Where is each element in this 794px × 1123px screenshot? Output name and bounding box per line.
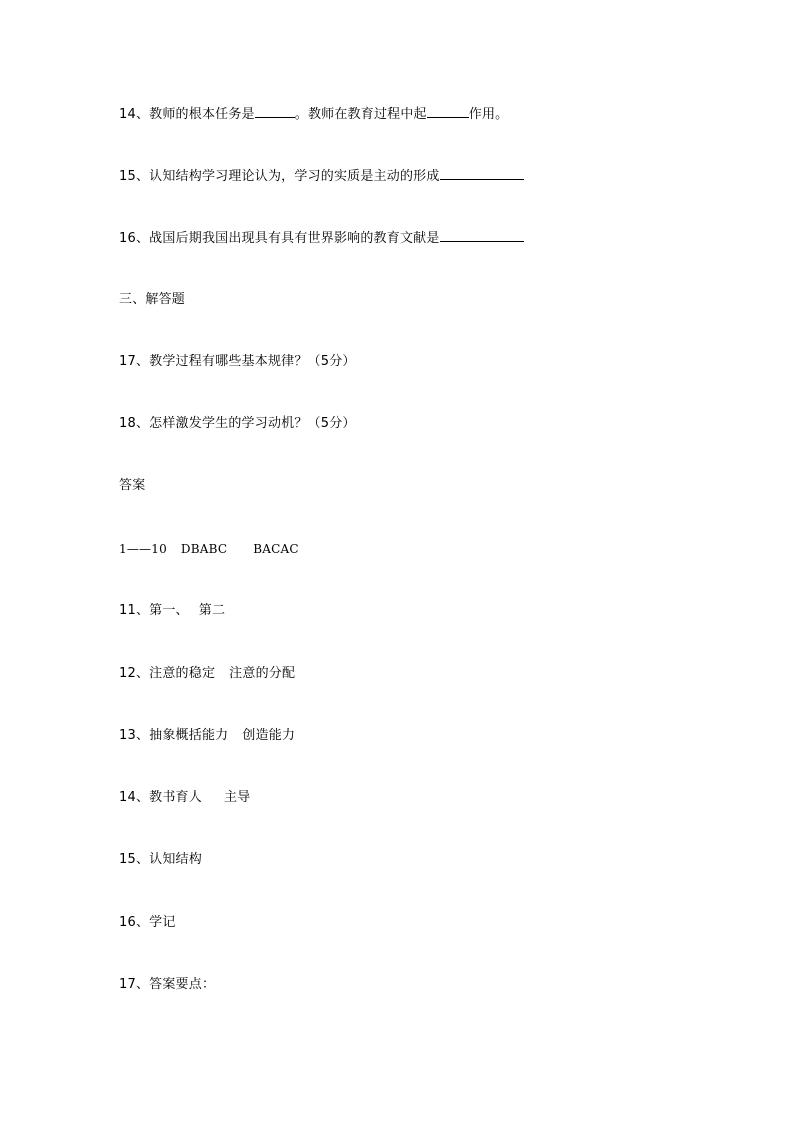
section-3-title: 三、解答题 [119,292,186,307]
question-15-text: 15、认知结构学习理论认为，学习的实质是主动的形成 [119,169,440,184]
question-14-blank-1 [255,105,295,118]
answers-title: 答案 [119,478,146,493]
question-14-part1: 14、教师的根本任务是 [119,107,255,122]
answer-13-v2: 创造能力 [242,728,296,743]
answer-14-num: 14、 [119,790,150,805]
answer-11-num: 11、 [119,603,150,618]
question-14 [119,105,508,123]
answer-12-v1: 注意的稳定 [149,666,216,681]
answer-12 [119,666,295,682]
answer-12-v2: 注意的分配 [229,666,296,681]
question-14-part2: 。教师在教育过程中起 [294,107,427,122]
question-14-blank-2 [427,105,469,118]
answer-14-v1: 教书育人 [149,790,202,805]
answer-11-v1: 第一、 [149,603,189,618]
answer-1-10-group2: BACAC [253,542,299,556]
answer-13-v1: 抽象概括能力 [149,728,229,743]
answer-1-10-range: 1——10 [119,542,167,556]
answer-15: 15、认知结构 [119,852,202,867]
answer-11 [119,603,225,619]
question-15-blank [440,167,524,180]
answer-1-10-group1: DBABC [180,542,228,556]
answer-17: 17、答案要点： [119,977,216,992]
answer-11-v2: 第二 [198,603,226,618]
question-18: 18、怎样激发学生的学习动机？（5分） [119,416,356,431]
answer-12-num: 12、 [119,666,150,681]
answer-14-v2: 主导 [223,790,251,805]
answer-14 [119,790,250,806]
question-16 [119,229,524,247]
question-14-part3: 作用。 [468,107,509,122]
question-17: 17、教学过程有哪些基本规律？（5分） [119,354,356,369]
question-15 [119,167,524,185]
answer-13-num: 13、 [119,728,150,743]
answer-13 [119,728,295,744]
question-16-text: 16、战国后期我国出现具有具有世界影响的教育文献是 [119,231,440,246]
answer-1-10 [119,541,299,557]
question-16-blank [440,229,524,242]
answer-16: 16、学记 [119,915,176,930]
